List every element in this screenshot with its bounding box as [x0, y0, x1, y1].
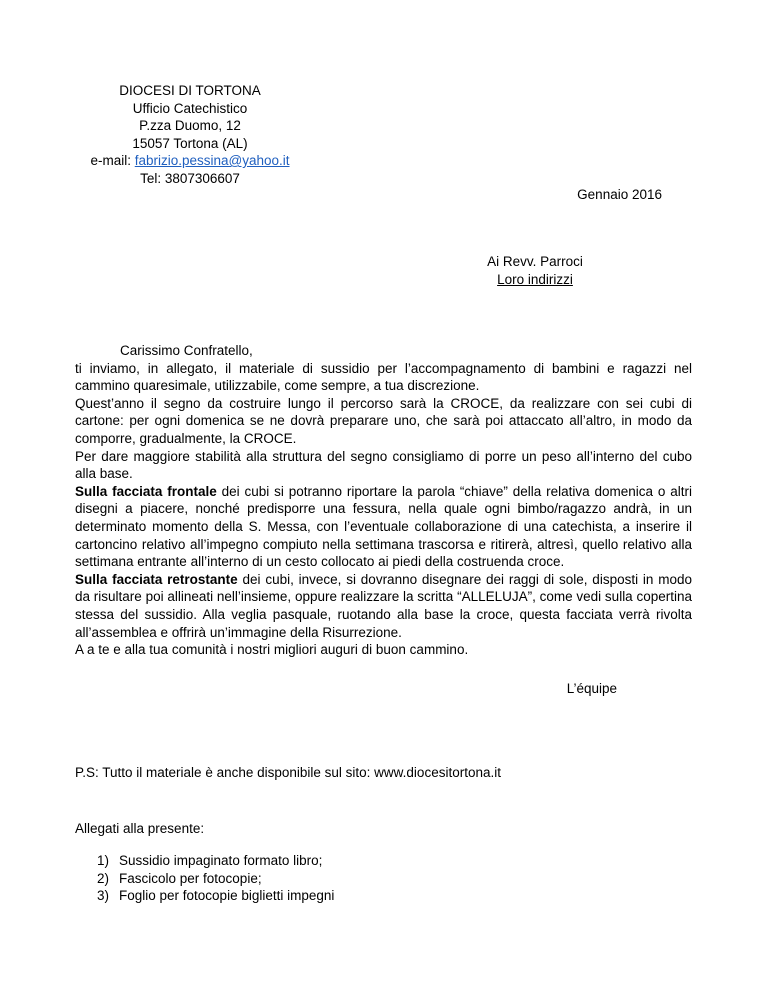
attachments-title: Allegati alla presente: — [75, 821, 205, 836]
email-line — [60, 152, 320, 170]
list-item — [97, 870, 334, 888]
postscript: P.S: Tutto il materiale è anche disponibile sul sito: www.diocesitortona.it — [75, 765, 501, 780]
greeting: Carissimo Confratello, — [120, 343, 253, 358]
paragraph-5 — [75, 571, 692, 641]
list-item — [97, 887, 334, 905]
list-item-text: Foglio per fotocopie biglietti impegni — [119, 888, 335, 904]
letter-body — [75, 342, 692, 659]
list-item-number: 3) — [97, 888, 110, 904]
paragraph-3: Per dare maggiore stabilità alla struttura del segno consigliamo di porre un peso all’interno del cubo alla base. — [75, 448, 692, 482]
street-address: P.zza Duomo, 12 — [139, 118, 241, 133]
list-item-text: Fascicolo per fotocopie; — [119, 870, 262, 886]
list-item-text: Sussidio impaginato formato libro; — [119, 853, 323, 868]
paragraph-5-heading: Sulla facciata retrostante — [75, 571, 238, 587]
recipient-name: Ai Revv. Parroci — [487, 254, 583, 269]
city-address: 15057 Tortona (AL) — [132, 135, 248, 151]
paragraph-1: ti inviamo, in allegato, il materiale di sussidio per l’accompagnamento di bambini e ragazzi nel cammino quaresimale, utilizzabile, come sempre, a tua discrezione. — [75, 360, 692, 394]
paragraph-4-heading: Sulla facciata frontale — [75, 483, 217, 499]
list-item-number: 2) — [97, 870, 110, 886]
signature: L’équipe — [566, 681, 617, 696]
attachments-list — [97, 852, 334, 905]
office-name: Ufficio Catechistico — [132, 100, 248, 116]
paragraph-4-text: dei cubi si potranno riportare la parola “chiave” della relativa domenica o altri disegni a piacere, nonché predisporre una fessura, nella quale ogni bimbo/ragazzo andrà, in un determinato momento della S. Messa, con l’eventuale collaborazione di una catechista, a inserire il cartoncino relativo all’impegno compiuto nella settimana trascorsa e ritirerà, altresì, quello relativo alla settimana entrante all’interno di un cesto collocato ai piedi della costruenda croce. — [75, 483, 692, 570]
paragraph-4 — [75, 483, 692, 571]
list-item — [97, 852, 334, 870]
paragraph-2: Quest’anno il segno da costruire lungo il percorso sarà la CROCE, da realizzare con sei cubi di cartone: per ogni domenica se ne dovrà preparare uno, che sarà poi attaccato all’altro, in modo da comporre, gradualmente, la CROCE. — [75, 395, 692, 446]
recipient-block — [480, 253, 590, 288]
letterhead — [60, 82, 320, 187]
email-link[interactable]: fabrizio.pessina@yahoo.it — [134, 153, 290, 168]
paragraph-5-text: dei cubi, invece, si dovranno disegnare dei raggi di sole, disposti in modo da risultare poi allineati nell’insieme, oppure realizzare la scritta “ALLELUJA”, come vedi sulla copertina stessa del sussidio. Alla veglia pasquale, ruotando alla base la croce, questa facciata verrà rivolta all’assemblea e offrirà un’immagine della Risurrezione. — [75, 571, 692, 640]
email-label: e-mail: — [90, 153, 135, 168]
letter-date: Gennaio 2016 — [577, 187, 662, 202]
diocese-name: DIOCESI DI TORTONA — [119, 83, 261, 98]
paragraph-6: A a te e alla tua comunità i nostri migliori auguri di buon cammino. — [75, 642, 469, 658]
phone-line: Tel: 3807306607 — [140, 170, 240, 186]
recipient-address: Loro indirizzi — [497, 271, 573, 287]
list-item-number: 1) — [97, 853, 110, 868]
